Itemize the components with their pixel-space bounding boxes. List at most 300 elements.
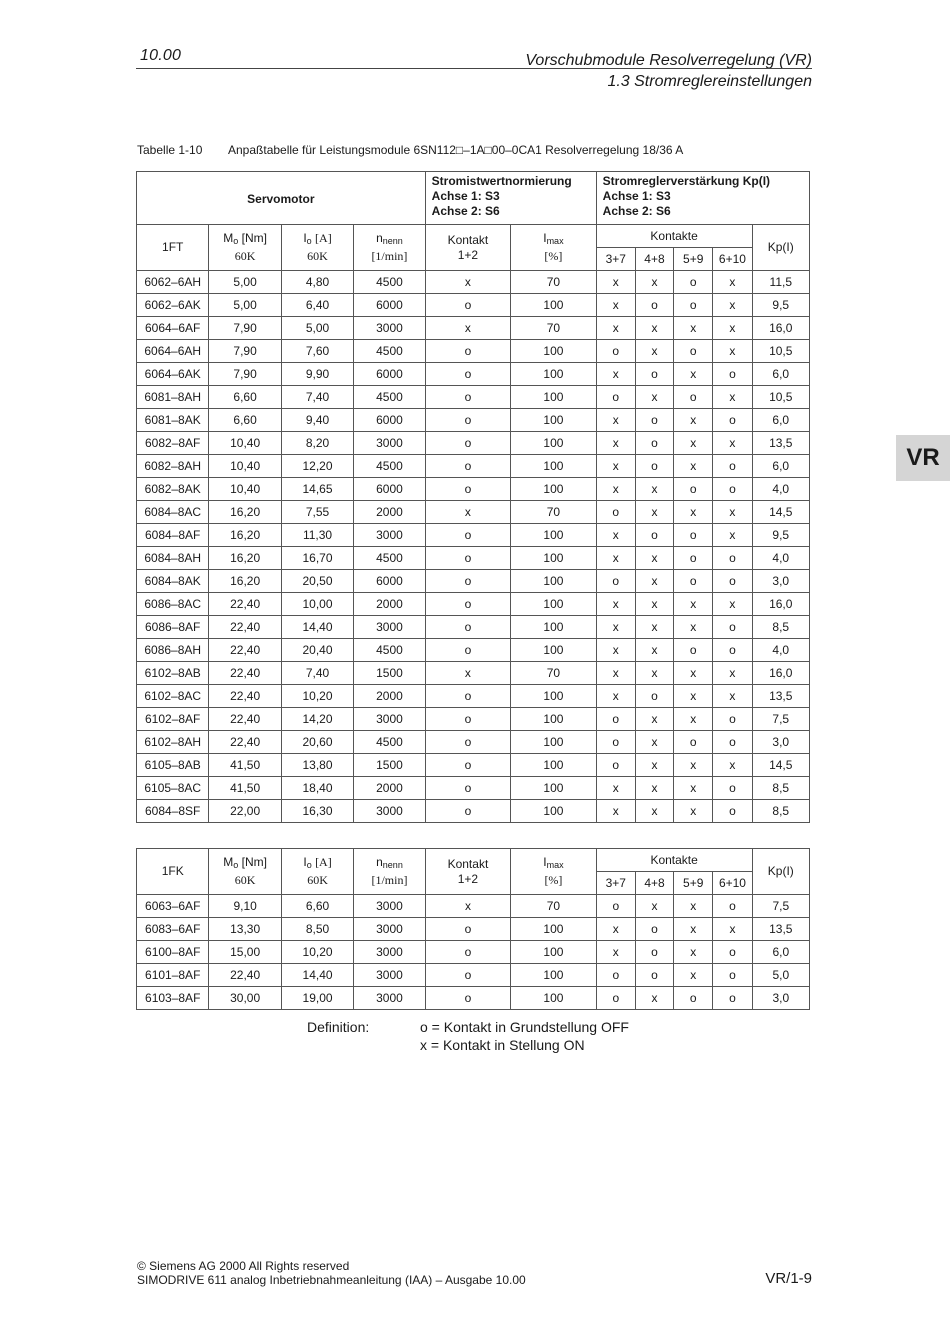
- cell-contact-3-7: x: [596, 941, 635, 964]
- cell-contact-6-10: o: [713, 455, 752, 478]
- cell-n-nenn: 4500: [354, 731, 425, 754]
- group-header-axis1: Achse 1: S3: [602, 189, 671, 203]
- cell-kontakt-1-2: o: [425, 547, 510, 570]
- i0-subscript: o: [306, 860, 312, 870]
- cell-motor-type: 6084–8AC: [137, 501, 209, 524]
- cell-kp: 16,0: [752, 593, 809, 616]
- cell-contact-4-8: x: [635, 754, 673, 777]
- column-header-contact-6-10: 6+10: [713, 248, 752, 271]
- cell-n-nenn: 3000: [354, 432, 425, 455]
- group-header-axis2: Achse 2: S6: [602, 204, 671, 218]
- column-header-imax: [511, 849, 597, 895]
- cell-kontakt-1-2: o: [425, 524, 510, 547]
- header-chapter-title: Vorschubmodule Resolverregelung (VR): [525, 52, 812, 69]
- cell-motor-type: 6086–8AF: [137, 616, 209, 639]
- m0-subscript: o: [233, 860, 239, 870]
- column-header-kontakte: Kontakte: [596, 849, 752, 872]
- cell-kp: 14,5: [752, 754, 809, 777]
- cell-kontakt-1-2: o: [425, 570, 510, 593]
- column-header-imax: [511, 225, 597, 271]
- cell-imax: 100: [511, 386, 597, 409]
- m0-subscript: o: [233, 236, 239, 246]
- cell-imax: 70: [511, 662, 597, 685]
- cell-contact-3-7: o: [596, 570, 635, 593]
- cell-contact-4-8: o: [635, 918, 673, 941]
- group-header-axis1: Achse 1: S3: [431, 189, 500, 203]
- cell-m0: 22,40: [209, 964, 281, 987]
- cell-n-nenn: 3000: [354, 895, 425, 918]
- column-header-contact-3-7: 3+7: [596, 872, 635, 895]
- cell-imax: 70: [511, 895, 597, 918]
- cell-contact-4-8: x: [635, 340, 673, 363]
- cell-contact-4-8: o: [635, 363, 673, 386]
- cell-motor-type: 6083–6AF: [137, 918, 209, 941]
- cell-kp: 6,0: [752, 455, 809, 478]
- cell-kp: 4,0: [752, 639, 809, 662]
- cell-m0: 5,00: [209, 294, 281, 317]
- imax-subscript: max: [546, 236, 564, 246]
- cell-i0: 20,50: [281, 570, 353, 593]
- cell-contact-4-8: o: [635, 432, 673, 455]
- cell-contact-3-7: o: [596, 340, 635, 363]
- cell-n-nenn: 3000: [354, 317, 425, 340]
- imax-symbol: I: [543, 855, 547, 869]
- table-row: [137, 895, 810, 918]
- cell-imax: 100: [511, 941, 597, 964]
- cell-kp: 7,5: [752, 708, 809, 731]
- cell-i0: 7,40: [281, 662, 353, 685]
- footer-copyright: © Siemens AG 2000 All Rights reserved: [137, 1259, 350, 1273]
- table-row: [137, 386, 810, 409]
- column-header-contact-3-7: 3+7: [596, 248, 635, 271]
- cell-contact-3-7: o: [596, 731, 635, 754]
- cell-i0: 10,20: [281, 685, 353, 708]
- cell-kontakt-1-2: o: [425, 432, 510, 455]
- cell-contact-6-10: x: [713, 662, 752, 685]
- cell-contact-6-10: o: [713, 708, 752, 731]
- cell-motor-type: 6102–8AC: [137, 685, 209, 708]
- cell-contact-4-8: x: [635, 708, 673, 731]
- cell-contact-5-9: x: [674, 754, 713, 777]
- cell-kontakt-1-2: o: [425, 340, 510, 363]
- cell-i0: 13,80: [281, 754, 353, 777]
- cell-contact-4-8: x: [635, 731, 673, 754]
- cell-kp: 11,5: [752, 271, 809, 294]
- group-header-title: Stromistwertnormierung: [431, 174, 572, 188]
- table-row: [137, 964, 810, 987]
- cell-n-nenn: 3000: [354, 800, 425, 823]
- cell-kontakt-1-2: o: [425, 987, 511, 1010]
- cell-motor-type: 6105–8AC: [137, 777, 209, 800]
- cell-kontakt-1-2: o: [425, 964, 511, 987]
- cell-contact-6-10: o: [713, 895, 752, 918]
- cell-contact-5-9: o: [674, 478, 713, 501]
- cell-i0: 4,80: [281, 271, 353, 294]
- cell-contact-5-9: x: [674, 708, 713, 731]
- table-row: [137, 593, 810, 616]
- cell-contact-3-7: x: [596, 294, 635, 317]
- cell-n-nenn: 4500: [354, 386, 425, 409]
- cell-contact-6-10: o: [713, 547, 752, 570]
- cell-contact-4-8: x: [635, 501, 673, 524]
- cell-contact-3-7: x: [596, 363, 635, 386]
- table-row: [137, 478, 810, 501]
- cell-kontakt-1-2: o: [425, 478, 510, 501]
- cell-n-nenn: 4500: [354, 271, 425, 294]
- definition-off: o = Kontakt in Grundstellung OFF: [420, 1019, 629, 1035]
- cell-n-nenn: 4500: [354, 455, 425, 478]
- cell-n-nenn: 4500: [354, 547, 425, 570]
- cell-i0: 7,55: [281, 501, 353, 524]
- cell-imax: 100: [511, 918, 597, 941]
- column-header-contact-5-9: 5+9: [674, 872, 713, 895]
- cell-contact-3-7: x: [596, 317, 635, 340]
- cell-motor-type: 6082–8AH: [137, 455, 209, 478]
- table-row: [137, 547, 810, 570]
- adaptation-table-1fk: [136, 848, 810, 1010]
- m0-symbol: M: [223, 231, 234, 245]
- table-row: [137, 777, 810, 800]
- imax-unit: [%]: [544, 249, 563, 263]
- cell-n-nenn: 2000: [354, 777, 425, 800]
- cell-m0: 6,60: [209, 386, 281, 409]
- cell-imax: 100: [511, 800, 597, 823]
- cell-contact-3-7: x: [596, 662, 635, 685]
- cell-contact-6-10: x: [713, 918, 752, 941]
- cell-contact-5-9: o: [674, 524, 713, 547]
- cell-contact-5-9: x: [674, 593, 713, 616]
- cell-imax: 100: [511, 987, 597, 1010]
- cell-kp: 6,0: [752, 409, 809, 432]
- cell-kp: 3,0: [752, 731, 809, 754]
- cell-kontakt-1-2: o: [425, 708, 510, 731]
- cell-m0: 15,00: [209, 941, 281, 964]
- cell-imax: 100: [511, 685, 597, 708]
- header-date: 10.00: [140, 47, 182, 64]
- cell-n-nenn: 4500: [354, 340, 425, 363]
- cell-n-nenn: 3000: [354, 708, 425, 731]
- table-row: [137, 363, 810, 386]
- cell-kp: 4,0: [752, 478, 809, 501]
- i0-unit: [A]: [315, 855, 332, 869]
- column-header-m0: [209, 225, 281, 271]
- cell-n-nenn: 1500: [354, 662, 425, 685]
- cell-imax: 100: [511, 409, 597, 432]
- table-row: [137, 455, 810, 478]
- imax-symbol: I: [543, 231, 547, 245]
- cell-motor-type: 6082–8AF: [137, 432, 209, 455]
- cell-n-nenn: 3000: [354, 524, 425, 547]
- cell-motor-type: 6062–6AH: [137, 271, 209, 294]
- cell-m0: 22,00: [209, 800, 281, 823]
- cell-kontakt-1-2: o: [425, 731, 510, 754]
- table-row: [137, 731, 810, 754]
- group-header-title: Stromreglerverstärkung Kp(I): [602, 174, 771, 188]
- cell-n-nenn: 6000: [354, 570, 425, 593]
- cell-contact-3-7: o: [596, 895, 635, 918]
- cell-imax: 100: [511, 524, 597, 547]
- cell-i0: 14,40: [281, 616, 353, 639]
- cell-kp: 8,5: [752, 800, 809, 823]
- cell-contact-5-9: x: [674, 317, 713, 340]
- cell-i0: 6,40: [281, 294, 353, 317]
- cell-imax: 100: [511, 547, 597, 570]
- cell-contact-6-10: x: [713, 340, 752, 363]
- cell-motor-type: 6102–8AB: [137, 662, 209, 685]
- cell-contact-5-9: o: [674, 639, 713, 662]
- cell-motor-type: 6082–8AK: [137, 478, 209, 501]
- cell-motor-type: 6100–8AF: [137, 941, 209, 964]
- cell-i0: 14,65: [281, 478, 353, 501]
- cell-contact-4-8: o: [635, 941, 673, 964]
- i0-condition: 60K: [307, 873, 328, 887]
- cell-motor-type: 6086–8AH: [137, 639, 209, 662]
- cell-m0: 10,40: [209, 478, 281, 501]
- cell-contact-6-10: x: [713, 386, 752, 409]
- kontakt-label: Kontakt: [447, 232, 489, 247]
- cell-contact-6-10: o: [713, 570, 752, 593]
- cell-m0: 22,40: [209, 731, 281, 754]
- cell-contact-4-8: x: [635, 271, 673, 294]
- cell-kp: 9,5: [752, 294, 809, 317]
- table-row: [137, 754, 810, 777]
- cell-contact-6-10: o: [713, 987, 752, 1010]
- table-row: [137, 432, 810, 455]
- cell-i0: 14,40: [281, 964, 353, 987]
- cell-contact-3-7: o: [596, 987, 635, 1010]
- cell-motor-type: 6063–6AF: [137, 895, 209, 918]
- n-symbol: n: [376, 231, 383, 245]
- cell-contact-5-9: o: [674, 731, 713, 754]
- imax-unit: [%]: [544, 873, 563, 887]
- cell-contact-6-10: x: [713, 754, 752, 777]
- table-row: [137, 987, 810, 1010]
- cell-imax: 100: [511, 777, 597, 800]
- cell-kontakt-1-2: o: [425, 363, 510, 386]
- cell-contact-3-7: x: [596, 685, 635, 708]
- column-header-kontakte: Kontakte: [596, 225, 752, 248]
- cell-imax: 100: [511, 478, 597, 501]
- cell-contact-6-10: x: [713, 524, 752, 547]
- cell-contact-3-7: x: [596, 478, 635, 501]
- cell-motor-type: 6103–8AF: [137, 987, 209, 1010]
- cell-contact-3-7: o: [596, 964, 635, 987]
- cell-contact-6-10: x: [713, 685, 752, 708]
- cell-kontakt-1-2: o: [425, 777, 510, 800]
- cell-imax: 100: [511, 432, 597, 455]
- cell-m0: 13,30: [209, 918, 281, 941]
- cell-motor-type: 6084–8AH: [137, 547, 209, 570]
- cell-imax: 100: [511, 455, 597, 478]
- cell-n-nenn: 3000: [354, 616, 425, 639]
- cell-motor-type: 6081–8AK: [137, 409, 209, 432]
- cell-kontakt-1-2: o: [425, 639, 510, 662]
- column-header-motor-type: 1FK: [137, 849, 209, 895]
- cell-imax: 100: [511, 294, 597, 317]
- column-header-kontakt: [425, 225, 510, 271]
- cell-m0: 22,40: [209, 685, 281, 708]
- n-unit: [1/min]: [371, 249, 408, 263]
- cell-kontakt-1-2: x: [425, 317, 510, 340]
- cell-i0: 10,00: [281, 593, 353, 616]
- cell-contact-6-10: x: [713, 317, 752, 340]
- cell-n-nenn: 3000: [354, 964, 425, 987]
- table-row: [137, 271, 810, 294]
- cell-m0: 22,40: [209, 593, 281, 616]
- cell-kp: 10,5: [752, 386, 809, 409]
- cell-kontakt-1-2: x: [425, 662, 510, 685]
- cell-imax: 100: [511, 639, 597, 662]
- cell-contact-5-9: o: [674, 570, 713, 593]
- cell-contact-6-10: x: [713, 271, 752, 294]
- cell-motor-type: 6086–8AC: [137, 593, 209, 616]
- cell-contact-4-8: x: [635, 639, 673, 662]
- cell-contact-5-9: o: [674, 386, 713, 409]
- cell-contact-6-10: o: [713, 363, 752, 386]
- cell-contact-4-8: x: [635, 547, 673, 570]
- cell-kontakt-1-2: o: [425, 455, 510, 478]
- group-header-axis2: Achse 2: S6: [431, 204, 500, 218]
- cell-n-nenn: 6000: [354, 363, 425, 386]
- cell-motor-type: 6101–8AF: [137, 964, 209, 987]
- cell-motor-type: 6064–6AH: [137, 340, 209, 363]
- cell-motor-type: 6102–8AF: [137, 708, 209, 731]
- cell-i0: 8,20: [281, 432, 353, 455]
- cell-contact-5-9: x: [674, 455, 713, 478]
- page-number: VR/1-9: [765, 1270, 812, 1287]
- cell-contact-5-9: x: [674, 895, 713, 918]
- cell-i0: 16,30: [281, 800, 353, 823]
- column-header-i0: [281, 849, 353, 895]
- cell-kp: 9,5: [752, 524, 809, 547]
- cell-imax: 70: [511, 501, 597, 524]
- cell-n-nenn: 6000: [354, 409, 425, 432]
- cell-contact-6-10: o: [713, 616, 752, 639]
- cell-kontakt-1-2: o: [425, 685, 510, 708]
- n-subscript: nenn: [382, 236, 403, 246]
- cell-contact-5-9: o: [674, 294, 713, 317]
- cell-m0: 16,20: [209, 501, 281, 524]
- cell-kp: 13,5: [752, 918, 809, 941]
- cell-kontakt-1-2: x: [425, 895, 511, 918]
- cell-contact-3-7: x: [596, 409, 635, 432]
- cell-m0: 22,40: [209, 639, 281, 662]
- cell-contact-3-7: x: [596, 455, 635, 478]
- header-chapter: [525, 50, 812, 92]
- cell-kp: 16,0: [752, 317, 809, 340]
- cell-m0: 5,00: [209, 271, 281, 294]
- table-row: [137, 708, 810, 731]
- table-caption: [137, 143, 683, 157]
- cell-n-nenn: 2000: [354, 685, 425, 708]
- adaptation-table-1ft: [136, 171, 810, 823]
- imax-subscript: max: [546, 860, 564, 870]
- cell-contact-3-7: x: [596, 271, 635, 294]
- cell-contact-5-9: x: [674, 432, 713, 455]
- cell-n-nenn: 3000: [354, 987, 425, 1010]
- cell-kp: 8,5: [752, 777, 809, 800]
- cell-contact-5-9: x: [674, 800, 713, 823]
- table-row: [137, 409, 810, 432]
- cell-kp: 3,0: [752, 987, 809, 1010]
- cell-m0: 16,20: [209, 547, 281, 570]
- cell-contact-4-8: o: [635, 524, 673, 547]
- cell-kp: 14,5: [752, 501, 809, 524]
- cell-contact-6-10: o: [713, 478, 752, 501]
- cell-kp: 13,5: [752, 432, 809, 455]
- cell-m0: 10,40: [209, 432, 281, 455]
- cell-motor-type: 6105–8AB: [137, 754, 209, 777]
- cell-contact-3-7: x: [596, 918, 635, 941]
- cell-contact-5-9: x: [674, 964, 713, 987]
- cell-contact-3-7: x: [596, 524, 635, 547]
- cell-m0: 7,90: [209, 340, 281, 363]
- cell-contact-5-9: x: [674, 941, 713, 964]
- cell-n-nenn: 3000: [354, 941, 425, 964]
- column-header-contact-4-8: 4+8: [635, 872, 673, 895]
- cell-m0: 6,60: [209, 409, 281, 432]
- table-caption-label: Tabelle 1-10: [137, 143, 203, 157]
- cell-motor-type: 6062–6AK: [137, 294, 209, 317]
- cell-contact-5-9: x: [674, 616, 713, 639]
- cell-contact-6-10: o: [713, 964, 752, 987]
- group-header-current-normalization: [425, 172, 596, 225]
- cell-i0: 7,40: [281, 386, 353, 409]
- cell-m0: 16,20: [209, 524, 281, 547]
- cell-imax: 100: [511, 570, 597, 593]
- cell-motor-type: 6084–8AF: [137, 524, 209, 547]
- cell-contact-3-7: x: [596, 639, 635, 662]
- table-row: [137, 317, 810, 340]
- cell-i0: 10,20: [281, 941, 353, 964]
- table-row: [137, 570, 810, 593]
- cell-kp: 10,5: [752, 340, 809, 363]
- cell-imax: 100: [511, 708, 597, 731]
- cell-contact-3-7: x: [596, 432, 635, 455]
- cell-i0: 6,60: [281, 895, 353, 918]
- cell-m0: 22,40: [209, 708, 281, 731]
- cell-i0: 20,40: [281, 639, 353, 662]
- cell-contact-5-9: x: [674, 662, 713, 685]
- cell-contact-4-8: o: [635, 409, 673, 432]
- cell-imax: 100: [511, 754, 597, 777]
- cell-contact-5-9: x: [674, 363, 713, 386]
- kontakt-pins: 1+2: [457, 247, 479, 262]
- cell-contact-3-7: o: [596, 708, 635, 731]
- cell-kontakt-1-2: o: [425, 593, 510, 616]
- cell-i0: 18,40: [281, 777, 353, 800]
- i0-unit: [A]: [315, 231, 332, 245]
- cell-contact-4-8: o: [635, 455, 673, 478]
- column-header-n-nenn: [354, 849, 425, 895]
- cell-contact-5-9: x: [674, 918, 713, 941]
- cell-contact-4-8: x: [635, 987, 673, 1010]
- kontakt-pins: 1+2: [457, 871, 479, 886]
- cell-m0: 41,50: [209, 754, 281, 777]
- cell-imax: 70: [511, 271, 597, 294]
- cell-kp: 6,0: [752, 941, 809, 964]
- cell-contact-6-10: o: [713, 941, 752, 964]
- column-header-kontakt: [425, 849, 511, 895]
- cell-kp: 5,0: [752, 964, 809, 987]
- column-header-m0: [209, 849, 281, 895]
- cell-motor-type: 6084–8AK: [137, 570, 209, 593]
- cell-contact-3-7: x: [596, 593, 635, 616]
- cell-m0: 30,00: [209, 987, 281, 1010]
- cell-contact-5-9: o: [674, 987, 713, 1010]
- cell-m0: 7,90: [209, 363, 281, 386]
- cell-contact-4-8: o: [635, 964, 673, 987]
